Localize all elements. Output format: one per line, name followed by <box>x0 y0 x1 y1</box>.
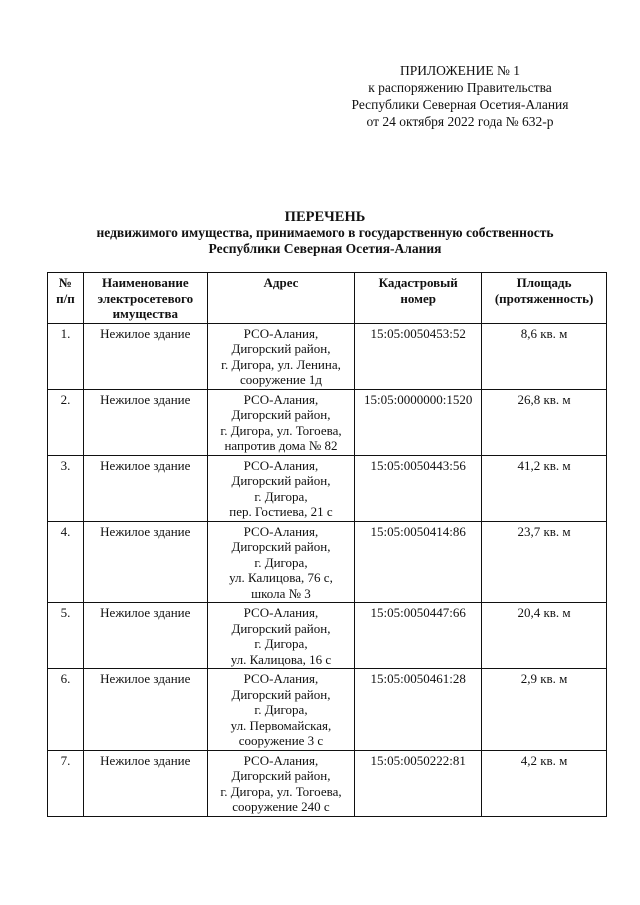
address-line: РСО-Алания, <box>243 523 319 539</box>
address-line: РСО-Алания, <box>243 391 319 407</box>
cell-num: 5. <box>48 603 84 669</box>
cell-num: 3. <box>48 455 84 521</box>
address-line: Дигорский район, <box>231 341 331 356</box>
table-row <box>48 455 607 521</box>
title-line-1: ПЕРЕЧЕНЬ <box>284 209 366 225</box>
address-line: Дигорский район, <box>231 473 331 488</box>
table-row <box>48 323 607 389</box>
cell-address <box>207 750 355 816</box>
address-line: г. Дигора, ул. Тогоева, <box>220 783 342 799</box>
appendix-line-4: от 24 октября 2022 года № 632-р <box>366 114 554 129</box>
header-cadastral-line: номер <box>400 290 436 306</box>
table-row <box>48 669 607 751</box>
cell-num: 1. <box>48 323 84 389</box>
appendix-line-1: ПРИЛОЖЕНИЕ № 1 <box>399 63 521 78</box>
address-line: Дигорский район, <box>231 407 331 422</box>
header-name <box>83 273 207 324</box>
address-line: РСО-Алания, <box>243 605 319 620</box>
header-address <box>207 273 355 324</box>
cell-area: 8,6 кв. м <box>482 323 607 389</box>
cell-address <box>207 389 355 455</box>
header-cadastral-line: Кадастровый <box>378 275 458 290</box>
cell-address <box>207 669 355 751</box>
cell-num: 7. <box>48 750 84 816</box>
address-line: напротив дома № 82 <box>224 438 338 453</box>
table-row <box>48 389 607 455</box>
cell-name: Нежилое здание <box>83 750 207 816</box>
address-line: г. Дигора, <box>254 702 308 717</box>
cell-num: 2. <box>48 389 84 455</box>
address-line: ул. Калицова, 16 с <box>230 651 332 667</box>
cell-cadastral: 15:05:0050443:56 <box>355 455 482 521</box>
cell-area: 26,8 кв. м <box>482 389 607 455</box>
cell-address <box>207 603 355 669</box>
title-line-2: недвижимого имущества, принимаемого в государственную собственность <box>96 225 554 240</box>
cell-num: 6. <box>48 669 84 751</box>
address-line: сооружение 240 с <box>232 799 330 814</box>
table-row <box>48 521 607 603</box>
address-line: Дигорский район, <box>231 620 331 636</box>
address-line: г. Дигора, <box>254 554 308 570</box>
header-area-line: (протяженность) <box>494 290 594 306</box>
address-line: Дигорский район, <box>231 686 331 702</box>
title-line-3: Республики Северная Осетия-Алания <box>208 241 442 256</box>
address-line: пер. Гостиева, 21 с <box>229 504 333 519</box>
header-num <box>48 273 84 324</box>
address-line: сооружение 3 с <box>238 733 324 748</box>
appendix-line-3: Республики Северная Осетия-Алания <box>351 97 569 112</box>
header-cadastral <box>355 273 482 324</box>
header-name-line: Наименование <box>101 275 189 290</box>
cell-address <box>207 323 355 389</box>
address-line: РСО-Алания, <box>243 325 319 341</box>
cell-cadastral: 15:05:0000000:1520 <box>355 389 482 455</box>
cell-area: 4,2 кв. м <box>482 750 607 816</box>
address-line: Дигорский район, <box>231 768 331 783</box>
cell-cadastral: 15:05:0050447:66 <box>355 603 482 669</box>
header-area-line: Площадь <box>516 275 572 290</box>
address-line: ул. Первомайская, <box>230 717 332 733</box>
table-header-row <box>48 273 607 324</box>
cell-name: Нежилое здание <box>83 323 207 389</box>
address-line: Дигорский район, <box>231 539 331 554</box>
property-table <box>47 272 607 817</box>
address-line: г. Дигора, <box>254 488 308 504</box>
address-line: РСО-Алания, <box>243 671 319 686</box>
cell-name: Нежилое здание <box>83 669 207 751</box>
cell-name: Нежилое здание <box>83 455 207 521</box>
cell-address <box>207 455 355 521</box>
address-line: г. Дигора, ул. Тогоева, <box>220 422 342 438</box>
address-line: ул. Калицова, 76 с, <box>229 570 333 585</box>
header-num-line: п/п <box>56 290 75 306</box>
cell-cadastral: 15:05:0050414:86 <box>355 521 482 603</box>
header-area <box>482 273 607 324</box>
cell-area: 20,4 кв. м <box>482 603 607 669</box>
header-name-line: электросетевого <box>97 290 194 306</box>
document-title <box>60 209 590 257</box>
appendix-header <box>330 62 590 130</box>
cell-name: Нежилое здание <box>83 521 207 603</box>
cell-name: Нежилое здание <box>83 389 207 455</box>
header-num-line: № <box>58 275 72 290</box>
table-row <box>48 750 607 816</box>
address-line: РСО-Алания, <box>243 457 319 473</box>
address-line: г. Дигора, ул. Ленина, <box>221 356 341 372</box>
cell-cadastral: 15:05:0050461:28 <box>355 669 482 751</box>
cell-cadastral: 15:05:0050453:52 <box>355 323 482 389</box>
address-line: школа № 3 <box>251 585 311 601</box>
cell-name: Нежилое здание <box>83 603 207 669</box>
appendix-line-2: к распоряжению Правительства <box>368 80 552 95</box>
cell-num: 4. <box>48 521 84 603</box>
cell-cadastral: 15:05:0050222:81 <box>355 750 482 816</box>
address-line: сооружение 1д <box>239 372 322 387</box>
table-row <box>48 603 607 669</box>
header-address-line: Адрес <box>263 275 299 290</box>
cell-area: 41,2 кв. м <box>482 455 607 521</box>
header-name-line: имущества <box>112 306 178 321</box>
address-line: г. Дигора, <box>254 636 308 651</box>
address-line: РСО-Алания, <box>243 752 319 768</box>
cell-area: 2,9 кв. м <box>482 669 607 751</box>
cell-address <box>207 521 355 603</box>
cell-area: 23,7 кв. м <box>482 521 607 603</box>
